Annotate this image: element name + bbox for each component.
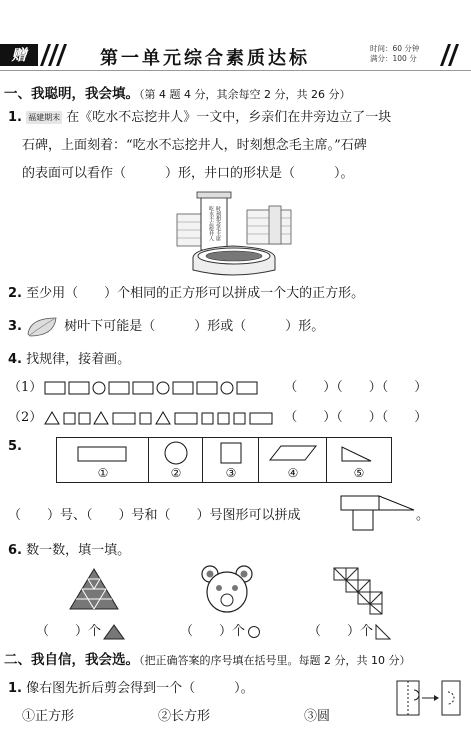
- s2q1-text: 像右图先折后剪会得到一个（ ）。: [26, 681, 254, 696]
- option-2[interactable]: ②长方形: [158, 709, 211, 724]
- question-6: [8, 537, 130, 565]
- shape-option-3: [203, 438, 259, 482]
- question-3: [8, 313, 324, 341]
- fold-cut-diagram: [396, 680, 462, 718]
- q5-number: 5.: [8, 439, 22, 454]
- time-limit: 时间：60 分钟: [370, 44, 420, 53]
- question-5: [8, 433, 22, 461]
- q1-line2: 石碑，上面刻着：“吃水不忘挖井人，时刻想念毛主席。”石碑: [22, 138, 367, 153]
- gift-badge: 赠: [0, 44, 38, 66]
- count-3-text: （ ）个: [308, 624, 374, 639]
- q1-line1: 在《吃水不忘挖井人》一文中，乡亲们在井旁边立了一块: [66, 110, 392, 125]
- question-2: [8, 280, 364, 308]
- shape-option-2: [149, 438, 203, 482]
- rectangle-icon: [77, 446, 127, 462]
- q4-text: 找规律，接着画。: [26, 352, 131, 367]
- exam-meta: [370, 44, 419, 64]
- section-1-heading: [4, 82, 350, 102]
- option-3[interactable]: ③圆: [304, 709, 331, 724]
- filled-triangle-icon: [103, 624, 125, 640]
- leaf-icon: [26, 316, 60, 338]
- question-1: [8, 104, 391, 188]
- q5-period: 。: [416, 508, 430, 523]
- row1-label: （1）: [8, 380, 43, 395]
- q6-number: 6.: [8, 543, 22, 558]
- shape-options-box: [56, 437, 392, 483]
- pattern-2-shapes: [44, 411, 280, 425]
- s2-question-1: [8, 675, 254, 703]
- section-2-heading: [4, 648, 410, 668]
- page-title: 第一单元综合素质达标: [100, 48, 310, 69]
- pattern-row-1: [8, 374, 427, 402]
- stele-text-1: 吃水不忘挖井人: [208, 206, 214, 241]
- shape-option-5: [327, 438, 391, 482]
- well-illustration: [175, 188, 295, 276]
- q2-text: 至少用（ ）个相同的正方形可以拼成一个大的正方形。: [26, 286, 365, 301]
- shape-option-4: [259, 438, 327, 482]
- right-triangle-icon: [375, 624, 391, 640]
- s2q1-number: 1.: [8, 681, 22, 696]
- q1-number: 1.: [8, 110, 22, 125]
- count-answer-1: [36, 618, 125, 646]
- parallelogram-icon: [269, 445, 317, 461]
- shape-label-5: ⑤: [353, 466, 365, 480]
- s2q1-options: [22, 703, 330, 731]
- shape-label-2: ②: [170, 466, 182, 480]
- shape-label-3: ③: [225, 466, 237, 480]
- shape-label-4: ④: [287, 466, 299, 480]
- q3-number: 3.: [8, 319, 22, 334]
- q5-text: （ ）号、（ ）号和（ ）号图形可以拼成: [8, 508, 301, 523]
- q2-number: 2.: [8, 286, 22, 301]
- triangle-puzzle: [68, 567, 120, 611]
- combined-shape-icon: [340, 494, 416, 534]
- bear-face-shape: [200, 564, 254, 616]
- count-answer-2: [180, 618, 261, 646]
- small-circle-icon: [247, 625, 261, 639]
- triangle-icon: [341, 446, 373, 462]
- option-1[interactable]: ①正方形: [22, 709, 75, 724]
- section-2-title: 二、我自信，我会选。: [4, 652, 139, 668]
- header-divider: [0, 70, 471, 71]
- section-1-title: 一、我聪明，我会填。: [4, 86, 139, 102]
- circle-icon: [164, 441, 188, 465]
- question-4: [8, 346, 130, 374]
- count-1-text: （ ）个: [36, 624, 102, 639]
- q1-line3: 的表面可以看作（ ）形，井口的形状是（ ）。: [22, 166, 354, 181]
- pattern-1-shapes: [44, 381, 272, 395]
- staircase-triangles: [332, 566, 388, 616]
- source-tag: 福建期末: [28, 113, 61, 122]
- q6-text: 数一数，填一填。: [26, 543, 131, 558]
- count-2-text: （ ）个: [180, 624, 246, 639]
- stele-text-2: 时刻想念毛主席: [215, 206, 221, 241]
- pattern-row-2: [8, 404, 427, 432]
- full-score: 满分：100 分: [370, 54, 417, 63]
- row2-blanks: （ ）（ ）（ ）: [284, 410, 428, 425]
- square-icon: [220, 442, 242, 464]
- q5-answer-line: [8, 502, 301, 530]
- row1-blanks: （ ）（ ）（ ）: [284, 380, 428, 395]
- shape-label-1: ①: [97, 466, 109, 480]
- section-1-note: （第 4 题 4 分，其余每空 2 分，共 26 分）: [139, 88, 351, 101]
- shape-option-1: [57, 438, 149, 482]
- section-2-note: （把正确答案的序号填在括号里。每题 2 分，共 10 分）: [139, 654, 411, 667]
- q3-text: 树叶下可能是（ ）形或（ ）形。: [64, 319, 325, 334]
- q4-number: 4.: [8, 352, 22, 367]
- count-answer-3: [308, 618, 391, 646]
- row2-label: （2）: [8, 410, 43, 425]
